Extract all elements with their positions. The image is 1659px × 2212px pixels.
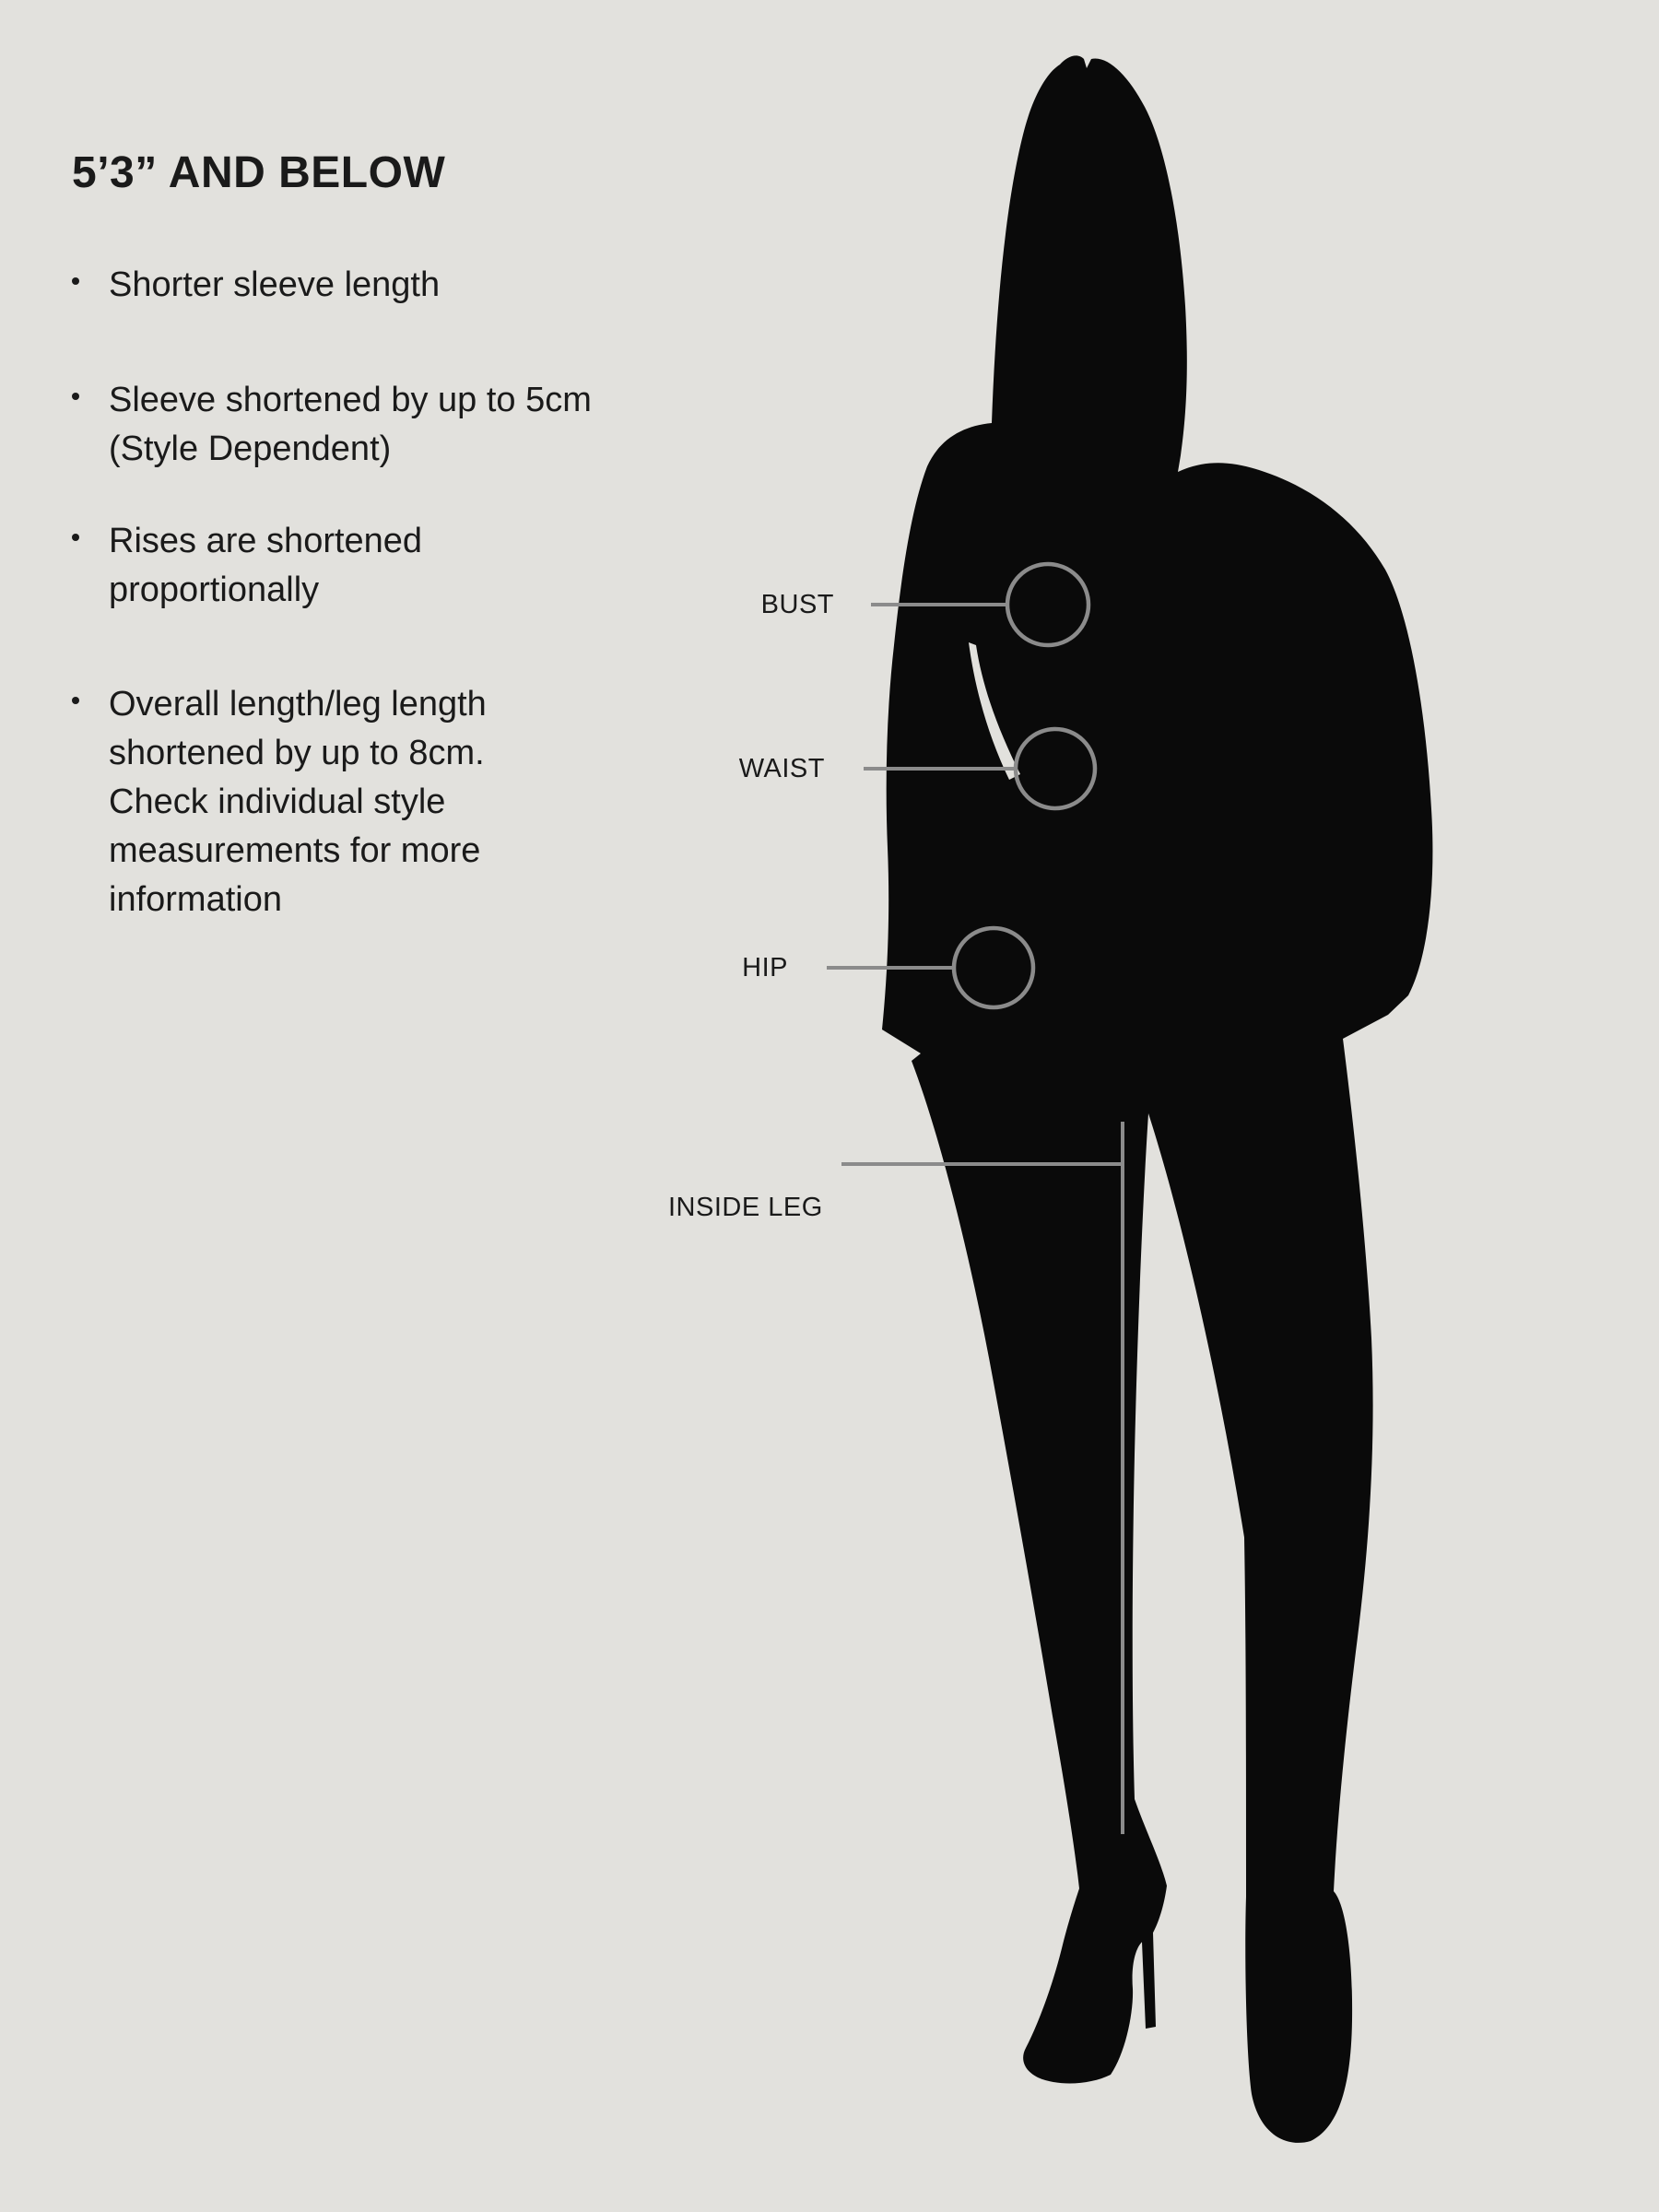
bullet-line: Shorter sleeve length [109,265,441,304]
list-item [109,261,440,310]
bullet-dot-icon [72,277,79,285]
hip-label: HIP [742,953,788,982]
bullet-dot-icon [72,393,79,400]
bust-label: BUST [760,590,834,619]
bullet-line: Overall length/leg length [109,685,487,724]
bullet-line: measurements for more [109,831,481,870]
bullet-line: shortened by up to 8cm. [109,734,485,772]
bullet-line: Sleeve shortened by up to 5cm [109,381,592,419]
bullet-line: (Style Dependent) [109,429,392,468]
model-silhouette [882,55,1432,2142]
list-item [109,376,592,474]
fit-notes-list [0,0,645,2212]
list-item [109,517,422,615]
list-item [109,680,487,924]
bullet-dot-icon [72,697,79,704]
bullet-line: Rises are shortened [109,522,423,560]
page-title: 5’3” AND BELOW [72,148,446,197]
waist-label: WAIST [738,754,825,783]
silhouette-body-shape [882,55,1432,2142]
bullet-line: Check individual style [109,782,446,821]
bullet-dot-icon [72,534,79,541]
bullet-line: proportionally [109,571,320,609]
bullet-line: information [109,880,282,919]
inside-leg-label: INSIDE LEG [668,1193,823,1222]
